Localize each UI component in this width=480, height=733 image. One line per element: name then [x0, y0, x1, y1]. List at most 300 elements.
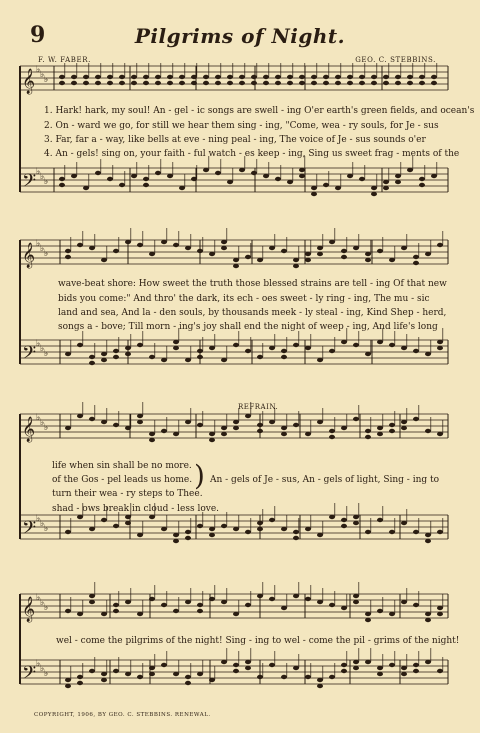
notehead: [161, 429, 167, 433]
notehead: [269, 420, 275, 424]
notehead: [317, 252, 323, 256]
notehead: [113, 249, 119, 253]
notehead: [293, 343, 299, 347]
notehead: [293, 423, 299, 427]
lyric-line: shad - ows break in cloud - less love.: [52, 504, 220, 514]
notehead: [101, 678, 107, 682]
refrain-label: REFRAIN.: [238, 403, 279, 411]
notehead: [365, 530, 371, 534]
notehead: [137, 343, 143, 347]
lyric-line: 3. Far, far a - way, like bells at eve - ning peal - ing, The voice of Je - sus sounds o'er: [44, 135, 426, 145]
notehead: [293, 594, 299, 598]
notehead: [113, 524, 119, 528]
notehead: [377, 609, 383, 613]
flat-icon: ♭: [44, 177, 49, 187]
notehead: [59, 183, 65, 187]
notehead: [107, 81, 113, 85]
notehead: [377, 340, 383, 344]
notehead: [353, 600, 359, 604]
notehead: [353, 417, 359, 421]
notehead: [221, 524, 227, 528]
notehead: [197, 603, 203, 607]
notehead: [101, 612, 107, 616]
notehead: [293, 258, 299, 262]
notehead: [311, 192, 317, 196]
notehead: [413, 669, 419, 673]
notehead: [143, 177, 149, 181]
notehead: [347, 81, 353, 85]
notehead: [383, 81, 389, 85]
notehead: [299, 75, 305, 79]
clef-icon: 𝄢: [22, 518, 37, 543]
notehead: [149, 515, 155, 519]
notehead: [389, 429, 395, 433]
notehead: [365, 660, 371, 664]
notehead: [353, 660, 359, 664]
notehead: [275, 75, 281, 79]
notehead: [401, 426, 407, 430]
notehead: [341, 249, 347, 253]
notehead: [179, 75, 185, 79]
notehead: [215, 171, 221, 175]
notehead: [95, 171, 101, 175]
notehead: [281, 606, 287, 610]
notehead: [65, 678, 71, 682]
notehead: [257, 355, 263, 359]
notehead: [371, 192, 377, 196]
notehead: [323, 75, 329, 79]
notehead: [317, 246, 323, 250]
notehead: [389, 343, 395, 347]
composer-credit: GEO. C. STEBBINS.: [355, 56, 436, 64]
notehead: [365, 258, 371, 262]
notehead: [185, 675, 191, 679]
notehead: [101, 352, 107, 356]
notehead: [77, 343, 83, 347]
notehead: [383, 75, 389, 79]
notehead: [209, 346, 215, 350]
notehead: [173, 539, 179, 543]
notehead: [65, 609, 71, 613]
notehead: [89, 246, 95, 250]
clef-icon: 𝄞: [22, 69, 36, 94]
notehead: [143, 183, 149, 187]
lyric-line: life when sin shall be no more.: [52, 461, 192, 471]
notehead: [245, 666, 251, 670]
notehead: [173, 340, 179, 344]
flat-icon: ♭: [40, 418, 45, 428]
notehead: [125, 426, 131, 430]
notehead: [185, 530, 191, 534]
notehead: [197, 423, 203, 427]
notehead: [407, 75, 413, 79]
lyric-line: 1. Hark! hark, my soul! An - gel - ic songs are swell - ing O'er earth's green fields, and ocean's: [44, 106, 475, 116]
notehead: [401, 246, 407, 250]
notehead: [275, 81, 281, 85]
notehead: [341, 518, 347, 522]
flat-icon: ♭: [36, 413, 41, 423]
notehead: [257, 258, 263, 262]
notehead: [209, 252, 215, 256]
notehead: [395, 174, 401, 178]
notehead: [281, 527, 287, 531]
notehead: [113, 355, 119, 359]
notehead: [185, 536, 191, 540]
notehead: [161, 603, 167, 607]
flat-icon: ♭: [36, 339, 41, 349]
notehead: [329, 515, 335, 519]
notehead: [341, 524, 347, 528]
notehead: [173, 243, 179, 247]
notehead: [431, 174, 437, 178]
notehead: [365, 435, 371, 439]
notehead: [437, 612, 443, 616]
notehead: [89, 600, 95, 604]
notehead: [413, 255, 419, 259]
notehead: [365, 352, 371, 356]
notehead: [143, 75, 149, 79]
notehead: [77, 414, 83, 418]
notehead: [317, 600, 323, 604]
notehead: [233, 264, 239, 268]
notehead: [209, 533, 215, 537]
notehead: [245, 414, 251, 418]
notehead: [197, 524, 203, 528]
notehead: [359, 177, 365, 181]
flat-icon: ♭: [36, 659, 41, 669]
notehead: [65, 684, 71, 688]
notehead: [263, 174, 269, 178]
notehead: [173, 346, 179, 350]
notehead: [149, 355, 155, 359]
notehead: [167, 81, 173, 85]
notehead: [311, 75, 317, 79]
notehead: [101, 258, 107, 262]
notehead: [179, 81, 185, 85]
flat-icon: ♭: [40, 598, 45, 608]
notehead: [101, 420, 107, 424]
notehead: [83, 81, 89, 85]
notehead: [401, 666, 407, 670]
notehead: [323, 183, 329, 187]
notehead: [413, 417, 419, 421]
notehead: [125, 521, 131, 525]
notehead: [113, 669, 119, 673]
notehead: [365, 252, 371, 256]
notehead: [287, 81, 293, 85]
notehead: [257, 521, 263, 525]
notehead: [365, 612, 371, 616]
notehead: [365, 429, 371, 433]
notehead: [161, 358, 167, 362]
notehead: [425, 660, 431, 664]
notehead: [437, 669, 443, 673]
flat-icon: ♭: [36, 239, 41, 249]
notehead: [389, 663, 395, 667]
clef-icon: 𝄞: [22, 597, 36, 622]
notehead: [425, 618, 431, 622]
notehead: [335, 81, 341, 85]
notehead: [371, 75, 377, 79]
notehead: [329, 435, 335, 439]
notehead: [437, 432, 443, 436]
notehead: [59, 177, 65, 181]
notehead: [305, 675, 311, 679]
notehead: [83, 186, 89, 190]
notehead: [245, 349, 251, 353]
notehead: [149, 438, 155, 442]
notehead: [191, 177, 197, 181]
notehead: [197, 249, 203, 253]
notehead: [371, 81, 377, 85]
notehead: [65, 530, 71, 534]
notehead: [173, 609, 179, 613]
notehead: [437, 340, 443, 344]
notehead: [425, 533, 431, 537]
notehead: [89, 417, 95, 421]
notehead: [89, 527, 95, 531]
notehead: [173, 432, 179, 436]
notehead: [113, 349, 119, 353]
notehead: [239, 75, 245, 79]
notehead: [293, 530, 299, 534]
notehead: [305, 597, 311, 601]
notehead: [59, 75, 65, 79]
notehead: [293, 536, 299, 540]
notehead: [425, 352, 431, 356]
refrain-lyric-line: wel - come the pilgrims of the night! Sing - ing to wel - come the pil - grims of the night!: [56, 636, 460, 646]
notehead: [113, 609, 119, 613]
notehead: [233, 343, 239, 347]
flat-icon: ♭: [44, 423, 49, 433]
notehead: [155, 75, 161, 79]
clef-icon: 𝄢: [22, 343, 37, 368]
copyright-notice: COPYRIGHT, 1906, BY GEO. C. STEBBINS. RENEWAL.: [34, 712, 211, 718]
notehead: [299, 81, 305, 85]
notehead: [203, 75, 209, 79]
notehead: [377, 672, 383, 676]
notehead: [191, 81, 197, 85]
notehead: [335, 75, 341, 79]
notehead: [377, 432, 383, 436]
notehead: [77, 612, 83, 616]
notehead: [341, 426, 347, 430]
notehead: [233, 426, 239, 430]
notehead: [173, 672, 179, 676]
notehead: [263, 75, 269, 79]
lyric-line: turn their wea - ry steps to Thee.: [52, 489, 203, 499]
flat-icon: ♭: [36, 514, 41, 524]
notehead: [119, 75, 125, 79]
notehead: [269, 246, 275, 250]
notehead: [131, 75, 137, 79]
notehead: [77, 681, 83, 685]
flat-icon: ♭: [36, 65, 41, 75]
notehead: [71, 75, 77, 79]
notehead: [329, 429, 335, 433]
notehead: [317, 420, 323, 424]
notehead: [299, 174, 305, 178]
notehead: [419, 183, 425, 187]
notehead: [185, 246, 191, 250]
notehead: [197, 355, 203, 359]
notehead: [209, 597, 215, 601]
notehead: [377, 666, 383, 670]
notehead: [173, 533, 179, 537]
notehead: [125, 515, 131, 519]
notehead: [395, 75, 401, 79]
notehead: [221, 246, 227, 250]
flat-icon: ♭: [44, 249, 49, 259]
notehead: [293, 264, 299, 268]
notehead: [287, 180, 293, 184]
notehead: [119, 81, 125, 85]
notehead: [257, 527, 263, 531]
notehead: [293, 666, 299, 670]
clef-icon: 𝄢: [22, 171, 37, 196]
notehead: [245, 255, 251, 259]
notehead: [281, 355, 287, 359]
notehead: [251, 75, 257, 79]
notehead: [257, 423, 263, 427]
notehead: [203, 168, 209, 172]
notehead: [425, 429, 431, 433]
notehead: [77, 515, 83, 519]
notehead: [251, 171, 257, 175]
notehead: [245, 660, 251, 664]
notehead: [221, 358, 227, 362]
notehead: [251, 81, 257, 85]
notehead: [221, 240, 227, 244]
notehead: [221, 426, 227, 430]
notehead: [155, 171, 161, 175]
notehead: [329, 603, 335, 607]
notehead: [323, 81, 329, 85]
notehead: [425, 539, 431, 543]
notehead: [257, 675, 263, 679]
notehead: [245, 530, 251, 534]
notehead: [359, 81, 365, 85]
notehead: [101, 358, 107, 362]
notehead: [125, 240, 131, 244]
notehead: [197, 609, 203, 613]
flat-icon: ♭: [44, 349, 49, 359]
notehead: [209, 678, 215, 682]
notehead: [299, 168, 305, 172]
notehead: [149, 252, 155, 256]
notehead: [197, 672, 203, 676]
notehead: [413, 261, 419, 265]
notehead: [353, 666, 359, 670]
notehead: [401, 420, 407, 424]
notehead: [311, 81, 317, 85]
notehead: [107, 75, 113, 79]
notehead: [269, 663, 275, 667]
notehead: [341, 663, 347, 667]
notehead: [437, 346, 443, 350]
flat-icon: ♭: [44, 524, 49, 534]
notehead: [233, 669, 239, 673]
clef-icon: 𝄞: [22, 243, 36, 268]
notehead: [383, 186, 389, 190]
notehead: [197, 349, 203, 353]
refrain-lyric-line: An - gels of Je - sus, An - gels of light, Sing - ing to: [210, 475, 440, 485]
notehead: [377, 426, 383, 430]
notehead: [257, 429, 263, 433]
flat-icon: ♭: [40, 519, 45, 529]
notehead: [419, 75, 425, 79]
notehead: [305, 252, 311, 256]
notehead: [167, 174, 173, 178]
notehead: [149, 666, 155, 670]
notehead: [305, 258, 311, 262]
notehead: [305, 346, 311, 350]
hymn-title: Pilgrims of Night.: [134, 24, 346, 48]
page-number: 9: [30, 22, 46, 48]
notehead: [95, 75, 101, 79]
notehead: [221, 600, 227, 604]
notehead: [263, 81, 269, 85]
notehead: [401, 600, 407, 604]
flat-icon: ♭: [44, 669, 49, 679]
notehead: [113, 423, 119, 427]
notehead: [281, 675, 287, 679]
notehead: [317, 678, 323, 682]
notehead: [275, 177, 281, 181]
notehead: [413, 603, 419, 607]
notehead: [149, 432, 155, 436]
notehead: [89, 594, 95, 598]
notehead: [353, 343, 359, 347]
notehead: [239, 168, 245, 172]
notehead: [119, 183, 125, 187]
flat-icon: ♭: [40, 664, 45, 674]
notehead: [125, 600, 131, 604]
notehead: [131, 81, 137, 85]
notehead: [149, 597, 155, 601]
notehead: [431, 81, 437, 85]
notehead: [341, 340, 347, 344]
notehead: [71, 174, 77, 178]
notehead: [179, 186, 185, 190]
notehead: [137, 243, 143, 247]
notehead: [353, 515, 359, 519]
notehead: [233, 663, 239, 667]
notehead: [365, 618, 371, 622]
notehead: [77, 675, 83, 679]
notehead: [341, 669, 347, 673]
notehead: [353, 521, 359, 525]
notehead: [281, 426, 287, 430]
notehead: [437, 606, 443, 610]
notehead: [83, 75, 89, 79]
notehead: [107, 177, 113, 181]
notehead: [329, 349, 335, 353]
flat-icon: ♭: [44, 603, 49, 613]
clef-icon: 𝄢: [22, 663, 37, 688]
lyric-line: of the Gos - pel leads us home.: [52, 475, 193, 485]
notehead: [353, 594, 359, 598]
flat-icon: ♭: [40, 244, 45, 254]
notehead: [227, 81, 233, 85]
notehead: [281, 349, 287, 353]
notehead: [257, 594, 263, 598]
notehead: [215, 81, 221, 85]
notehead: [377, 249, 383, 253]
notehead: [185, 420, 191, 424]
notehead: [407, 81, 413, 85]
notehead: [125, 672, 131, 676]
